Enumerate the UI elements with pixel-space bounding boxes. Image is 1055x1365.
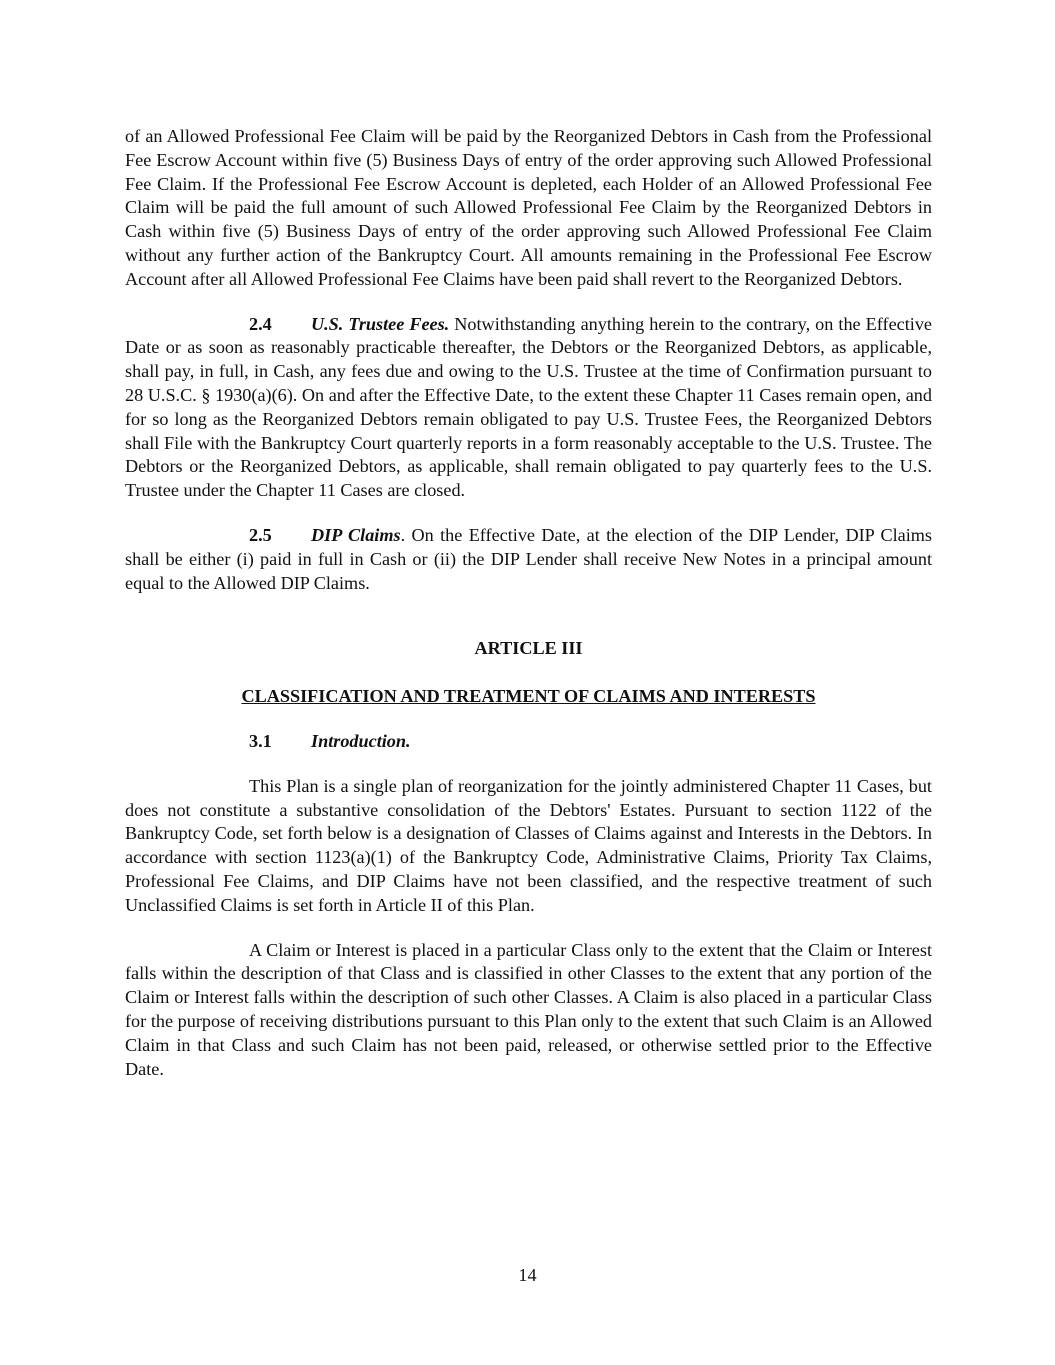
section-3-1-title: Introduction. <box>311 730 411 751</box>
section-3-1-number: 3.1 <box>249 730 272 751</box>
paragraph-3-1-b: A Claim or Interest is placed in a particular Class only to the extent that the Claim or Interest falls within the description of that Class and is classified in other Classes to the extent that any portion of the Claim or Interest falls within the description of such other Classes. A Claim is also placed in a particular Class for the purpose of receiving distributions pursuant to this Plan only to the extent that such Claim is an Allowed Claim in that Class and such Claim has not been paid, released, or otherwise settled prior to the Effective Date. <box>125 939 932 1079</box>
page-number: 14 <box>518 1265 537 1285</box>
article-title: ARTICLE III <box>474 638 583 659</box>
document-page <box>125 125 932 1102</box>
paragraph-continuation: of an Allowed Professional Fee Claim will be paid by the Reorganized Debtors in Cash from the Professional Fee Escrow Account within five (5) Business Days of entry of the order approving such Allowed Professional Fee Claim. If the Professional Fee Escrow Account is depleted, each Holder of an Allowed Professional Fee Claim will be paid the full amount of such Allowed Professional Fee Claim by the Reorganized Debtors in Cash within five (5) Business Days of entry of the order approving such Allowed Professional Fee Claim without any further action of the Bankruptcy Court. All amounts remaining in the Professional Fee Escrow Account after all Allowed Professional Fee Claims have been paid shall revert to the Reorganized Debtors. <box>125 126 932 289</box>
section-2-5-number: 2.5 <box>249 524 272 545</box>
section-2-4 <box>125 313 932 503</box>
section-2-5-text: . On the Effective Date, at the election of the DIP Lender, DIP Claims shall be either (i) paid in full in Cash or (ii) the DIP Lender shall receive New Notes in a principal amount equal to the Allowed DIP Claims. <box>125 524 933 593</box>
section-2-4-number: 2.4 <box>249 313 272 334</box>
paragraph-3-1-a: This Plan is a single plan of reorganization for the jointly administered Chapter 11 Cases, but does not constitute a substantive consolidation of the Debtors' Estates. Pursuant to section 1122 of the Bankruptcy Code, set forth below is a designation of Classes of Claims against and Interests in the Debtors. In accordance with section 1123(a)(1) of the Bankruptcy Code, Administrative Claims, Priority Tax Claims, Professional Fee Claims, and DIP Claims have not been classified, and the respective treatment of such Unclassified Claims is set forth in Article II of this Plan. <box>125 775 932 915</box>
article-heading: CLASSIFICATION AND TREATMENT OF CLAIMS AND INTERESTS <box>241 686 816 707</box>
section-2-4-title: U.S. Trustee Fees. <box>311 313 450 334</box>
section-2-5-title: DIP Claims <box>311 524 401 545</box>
section-2-5 <box>125 524 932 595</box>
section-2-4-text: Notwithstanding anything herein to the contrary, on the Effective Date or as soon as reasonably practicable thereafter, the Debtors or the Reorganized Debtors, as applicable, shall pay, in full, in Cash, any fees due and owing to the U.S. Trustee at the time of Confirmation pursuant to 28 U.S.C. § 1930(a)(6). On and after the Effective Date, to the extent these Chapter 11 Cases remain open, and for so long as the Reorganized Debtors remain obligated to pay U.S. Trustee Fees, the Reorganized Debtors shall File with the Bankruptcy Court quarterly reports in a form reasonably acceptable to the U.S. Trustee. The Debtors or the Reorganized Debtors, as applicable, shall remain obligated to pay quarterly fees to the U.S. Trustee under the Chapter 11 Cases are closed. <box>125 313 932 501</box>
section-3-1-heading <box>125 730 932 754</box>
